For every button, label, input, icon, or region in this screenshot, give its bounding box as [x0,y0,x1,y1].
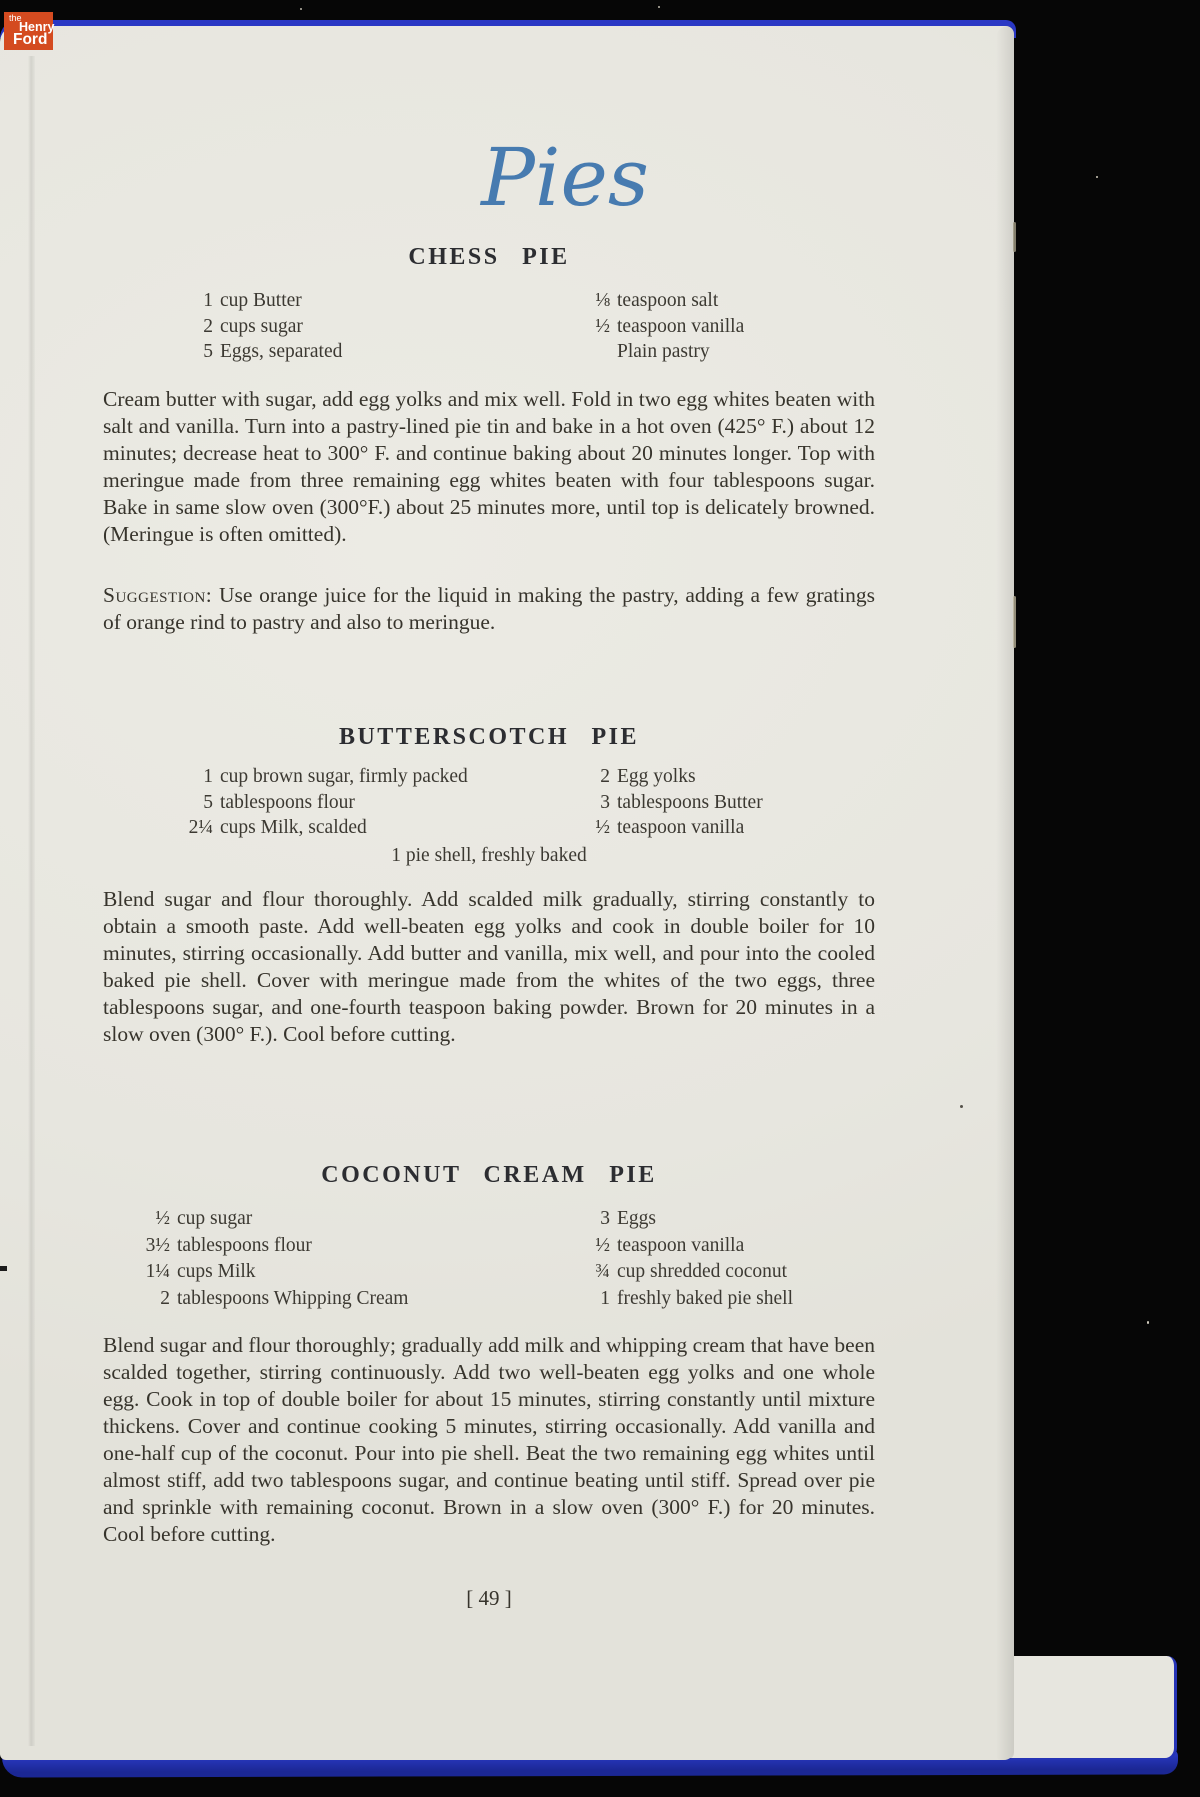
ingredient-name: teaspoon salt [617,290,719,311]
scan-artifact-tick [1013,596,1016,648]
ingredient-name: tablespoons flour [220,791,355,813]
ingredient-row [560,1206,793,1233]
ingredient-quantity: ½ [595,817,610,838]
suggestion-chess-pie [103,582,875,636]
ingredient-quantity: 5 [203,341,213,362]
ingredient-name: freshly baked pie shell [617,1287,793,1309]
ingredient-quantity: 3 [600,791,610,813]
method-butterscotch-pie: Blend sugar and flour thoroughly. Add scalded milk gradually, stirring constantly to obtain a smooth paste. Add well-beaten egg yolks and cook in double boiler for 10 minutes, stirring occasionally. Add butter and vanilla, mix well, and pour into the cooled baked pie shell. Cover with meringue made from the whites of the two eggs, three tablespoons sugar, and one-fourth teaspoon baking powder. Brown for 20 minutes in a slow oven (300° F.). Cool before cutting. [103,887,875,1046]
ingredients-right-column [560,1206,793,1312]
scan-artifact-speck [300,8,302,10]
scan-artifact-speck [1147,1321,1149,1324]
ingredient-quantity: 1 [203,290,213,311]
page-number: [ 49 ] [466,1586,512,1610]
ingredient-row [560,815,763,841]
ingredient-row [163,339,342,365]
section-title-pies: Pies [481,131,649,224]
ingredient-row [560,339,744,365]
logo-word-henry: Henry [19,20,55,34]
ingredient-center: 1 pie shell, freshly baked [391,845,587,866]
underlying-page-edge [1000,1656,1177,1760]
ingredients-left-column [163,288,342,365]
method-chess-pie: Cream butter with sugar, add egg yolks and mix well. Fold in two egg whites beaten with salt and vanilla. Turn into a pastry-lined pie tin and bake in a hot oven (425° F.) about 12 minutes; decrease heat to 300° F. and continue baking about 20 minutes longer. Top with meringue made from three remaining egg whites beaten with four tablespoons sugar. Bake in same slow oven (300°F.) about 25 minutes more, until top is delicately browned. (Meringue is often omitted). [103,387,875,546]
ingredient-row [163,790,468,816]
ingredient-name: teaspoon vanilla [617,817,745,838]
ingredient-name: cup brown sugar, firmly packed [220,766,468,787]
suggestion-label: Suggestion: [103,583,213,607]
ingredient-quantity: ½ [155,1208,170,1229]
ingredient-quantity: 1 [203,766,213,787]
recipe-title-coconut-cream-pie: COCONUT CREAM PIE [321,1162,657,1188]
ingredient-row [120,1233,408,1260]
scan-artifact-tick [1013,222,1016,252]
ingredients-left-column [163,764,468,841]
recipe-title-butterscotch-pie: BUTTERSCOTCH PIE [338,724,640,750]
ingredient-quantity: 2 [203,315,213,337]
ingredient-name: tablespoons Whipping Cream [177,1287,409,1309]
ingredient-row [560,288,744,314]
margin-mark [0,1266,7,1271]
ingredients-right-column [560,764,763,841]
ingredient-row [120,1286,408,1313]
ingredient-quantity: 1 [600,1287,610,1309]
ingredient-row [163,288,342,314]
scan-artifact-speck [1096,176,1098,178]
scanned-cookbook-page [0,26,1014,1760]
ingredient-name: tablespoons flour [177,1234,312,1256]
ingredient-row [120,1206,408,1233]
ingredient-row [560,790,763,816]
ingredients-right-column [560,288,744,365]
ingredient-quantity: 1¼ [145,1261,170,1282]
ingredient-quantity: ⅛ [595,290,610,311]
ingredient-name: Egg yolks [617,766,696,787]
ingredient-name: Eggs [617,1208,656,1229]
ingredient-quantity: 2 [600,766,610,787]
ingredient-name: cups Milk [177,1261,256,1282]
ingredient-quantity [560,339,610,365]
ingredient-name: cup shredded coconut [617,1261,788,1282]
ingredient-name: cup sugar [177,1208,253,1229]
ingredient-name: Plain pastry [617,341,710,362]
ingredient-row [163,764,468,790]
ingredients-left-column [120,1206,408,1312]
henry-ford-logo [4,12,53,50]
suggestion-text: Use orange juice for the liquid in making the pastry, adding a few gratings of orange rind to pastry and also to meringue. [103,583,876,634]
ingredient-quantity: 2¼ [188,817,213,838]
ingredient-quantity: ¾ [595,1261,610,1282]
logo-word-ford: Ford [13,31,48,48]
ingredient-quantity: 3 [600,1208,610,1229]
ingredient-row [120,1259,408,1286]
ingredient-row [560,764,763,790]
ingredient-quantity: 3½ [145,1234,170,1256]
ingredient-quantity: ½ [595,1234,610,1256]
ingredient-name: teaspoon vanilla [617,1234,745,1256]
ingredient-quantity: 5 [203,791,213,813]
ingredient-row [560,314,744,340]
method-coconut-cream-pie: Blend sugar and flour thoroughly; gradually add milk and whipping cream that have been scalded together, stirring continuously. Add two well-beaten egg yolks and one whole egg. Cook in top of double boiler for about 15 minutes, stirring constantly until mixture thickens. Cover and continue cooking 5 minutes, stirring occasionally. Add vanilla and one-half cup of the coconut. Pour into pie shell. Beat the two remaining egg whites until almost stiff, add two tablespoons sugar, and continue beating until stiff. Spread over pie and sprinkle with remaining coconut. Brown in a slow oven (300° F.) for 20 minutes. Cool before cutting. [103,1333,875,1546]
ingredient-name: cups sugar [220,315,303,337]
ingredient-row [560,1259,793,1286]
scan-artifact-speck [658,6,660,8]
ingredient-row [163,815,468,841]
logo-word-the: the [9,13,22,23]
ingredient-name: Eggs, separated [220,341,343,362]
recipe-title-chess-pie: CHESS PIE [408,244,570,270]
ingredient-quantity: 2 [160,1287,170,1309]
ingredient-row [163,314,342,340]
ingredient-quantity: ½ [595,315,610,337]
page-fold-crease [28,56,35,1746]
ingredient-name: cups Milk, scalded [220,817,367,838]
ingredient-row [560,1233,793,1260]
ingredient-row [560,1286,793,1313]
ingredient-name: teaspoon vanilla [617,315,745,337]
ingredient-name: tablespoons Butter [617,791,763,813]
scan-artifact-speck [960,1105,963,1108]
ingredient-name: cup Butter [220,290,302,311]
